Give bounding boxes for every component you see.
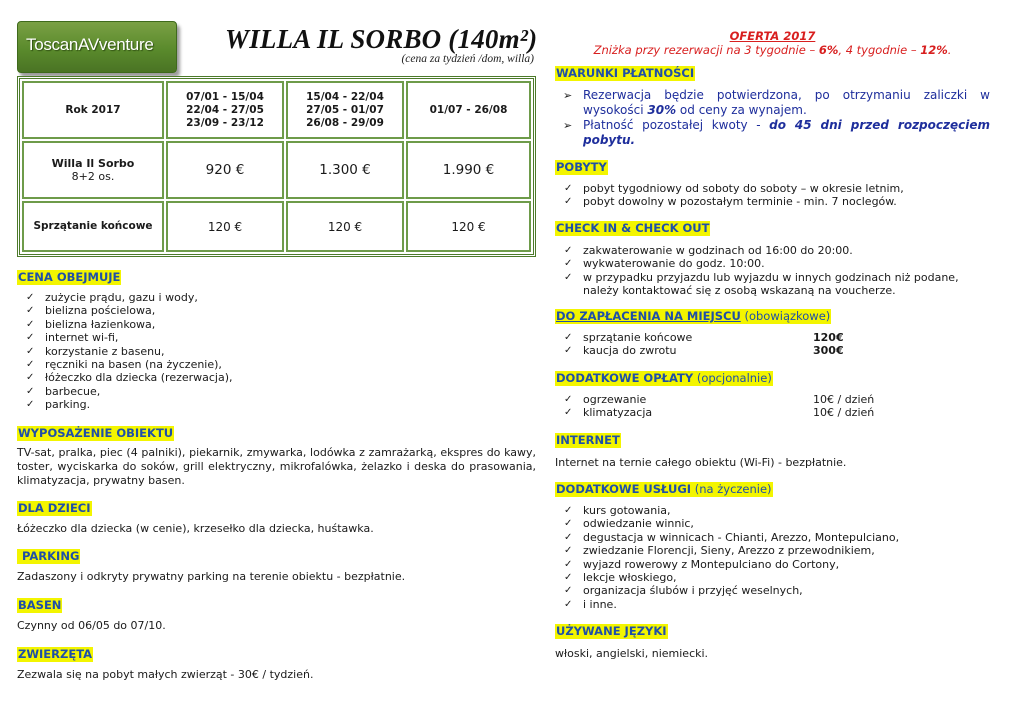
year-cell: Rok 2017	[22, 81, 164, 139]
section-wyposazenie	[17, 426, 536, 488]
list-item: ✓ odwiedzanie winnic,	[555, 517, 990, 530]
list-item: ✓ pobyt dowolny w pozostałym terminie - min. 7 noclegów.	[555, 195, 990, 208]
list-item: ✓ degustacja w winnicach - Chianti, Arezzo, Montepulciano,	[555, 531, 990, 544]
extra-services-list	[555, 504, 990, 611]
cleaning-label-cell: Sprzątanie końcowe	[22, 201, 164, 252]
section-title: INTERNET	[556, 433, 620, 447]
pets-text: Zezwala się na pobyt małych zwierząt - 30€ / tydzień.	[17, 668, 314, 681]
section-title: CHECK IN & CHECK OUT	[556, 221, 710, 235]
section-check	[555, 221, 990, 298]
list-item: ➢ Rezerwacja będzie potwierdzona, po otrzymaniu zaliczki w wysokości 30% od ceny za wynajem.	[555, 88, 990, 118]
period-cell-2: 15/04 - 22/04 27/05 - 01/07 26/08 - 29/09	[286, 81, 404, 139]
period-cell-3: 01/07 - 26/08	[406, 81, 531, 139]
list-item: ✓ bielizna pościelowa,	[17, 304, 537, 317]
list-item: ✓ parking.	[17, 398, 537, 411]
page-subtitle: (cena za tydzień /dom, willa)	[401, 53, 534, 65]
section-parking	[17, 549, 536, 584]
section-title: DODATKOWE USŁUGI (na życzenie)	[556, 482, 772, 496]
price-table	[17, 76, 536, 257]
price-cell: 120 €	[406, 201, 531, 252]
section-title: WARUNKI PŁATNOŚCI	[556, 66, 695, 80]
section-title: POBYTY	[556, 160, 607, 174]
section-title: WYPOSAŻENIE OBIEKTU	[18, 426, 174, 440]
list-item: ✓ bielizna łazienkowa,	[17, 318, 537, 331]
section-title: DODATKOWE OPŁATY (opcjonalnie)	[556, 371, 772, 385]
section-zaplata	[555, 309, 990, 358]
section-zwierzeta	[17, 647, 536, 682]
parking-text: Zadaszony i odkryty prywatny parking na terenie obiektu - bezpłatnie.	[17, 570, 406, 583]
equipment-text: TV-sat, pralka, piec (4 palniki), piekarnik, zmywarka, lodówka z zamrażarką, ekspres do kawy, toster, wyciskarka do soków, grill elektryczny, mikrofalówka, żelazko i deska do prasowania, klimatyzacja, prywatny basen.	[17, 446, 536, 487]
price-cell: 1.300 €	[286, 141, 404, 199]
list-item: ✓ zużycie prądu, gazu i wody,	[17, 291, 537, 304]
section-title: BASEN	[18, 598, 62, 612]
section-title: UŻYWANE JĘZYKI	[556, 624, 667, 638]
section-cena	[17, 270, 537, 412]
page-title: WILLA IL SORBO (140m²)	[225, 24, 538, 54]
section-basen	[17, 598, 536, 633]
list-item: ✓ ręczniki na basen (na życzenie),	[17, 358, 537, 371]
section-jezyki	[555, 624, 990, 661]
list-item: ✓ kaucja do zwrotu 300€	[555, 344, 990, 357]
list-item: ✓ wyjazd rowerowy z Montepulciano do Cortony,	[555, 558, 990, 571]
section-title: CENA OBEJMUJE	[18, 270, 121, 284]
list-item: ✓ w przypadku przyjazdu lub wyjazdu w innych godzinach niż podane, należy kontaktować się z osobą wskazaną na voucherze.	[555, 271, 990, 298]
list-item: ✓ pobyt tygodniowy od soboty do soboty – w okresie letnim,	[555, 182, 990, 195]
payment-terms-list	[555, 88, 990, 148]
list-item: ✓ wykwaterowanie do godz. 10:00.	[555, 257, 990, 270]
check-list	[555, 244, 990, 298]
section-uslugi	[555, 482, 990, 611]
price-cell: 120 €	[286, 201, 404, 252]
pay-on-site-list	[555, 331, 990, 358]
list-item: ✓ i inne.	[555, 598, 990, 611]
list-item: ✓ internet wi-fi,	[17, 331, 537, 344]
list-item: ✓ zakwaterowanie w godzinach od 16:00 do 20:00.	[555, 244, 990, 257]
extra-fees-list	[555, 393, 990, 420]
list-item: ✓ korzystanie z basenu,	[17, 345, 537, 358]
offer-title: OFERTA 2017	[729, 29, 816, 43]
logo-text: ToscanAVventure	[26, 35, 154, 54]
price-cell: 1.990 €	[406, 141, 531, 199]
villa-name-cell: Willa Il Sorbo 8+2 os.	[22, 141, 164, 199]
section-title: DLA DZIECI	[18, 501, 91, 515]
section-dzieci	[17, 501, 536, 536]
children-text: Łóżeczko dla dziecka (w cenie), krzesełko dla dziecka, huśtawka.	[17, 522, 374, 535]
list-item: ➢ Płatność pozostałej kwoty - do 45 dni przed rozpoczęciem pobytu.	[555, 118, 990, 148]
internet-text: Internet na ternie całego obiektu (Wi-Fi) - bezpłatnie.	[555, 456, 847, 469]
section-pobyty	[555, 160, 990, 209]
period-cell-1: 07/01 - 15/04 22/04 - 27/05 23/09 - 23/12	[166, 81, 284, 139]
list-item: ✓ ogrzewanie 10€ / dzień	[555, 393, 990, 406]
stays-list	[555, 182, 990, 209]
section-oplaty	[555, 371, 990, 420]
section-internet	[555, 433, 990, 470]
list-item: ✓ zwiedzanie Florencji, Sieny, Arezzo z przewodnikiem,	[555, 544, 990, 557]
offer-box	[555, 29, 990, 58]
list-item: ✓ kurs gotowania,	[555, 504, 990, 517]
section-title: ZWIERZĘTA	[18, 647, 93, 661]
list-item: ✓ organizacja ślubów i przyjęć weselnych,	[555, 584, 990, 597]
section-title: PARKING	[18, 549, 80, 563]
list-item: ✓ sprzątanie końcowe 120€	[555, 331, 990, 344]
offer-text: Zniżka przy rezerwacji na 3 tygodnie – 6%, 4 tygodnie – 12%.	[593, 43, 952, 57]
list-item: ✓ klimatyzacja 10€ / dzień	[555, 406, 990, 419]
list-item: ✓ barbecue,	[17, 385, 537, 398]
list-item: ✓ lekcje włoskiego,	[555, 571, 990, 584]
pool-text: Czynny od 06/05 do 07/10.	[17, 619, 166, 632]
included-list	[17, 291, 537, 412]
section-title: DO ZAPŁACENIA NA MIEJSCU (obowiązkowe)	[556, 309, 831, 323]
company-logo	[17, 21, 177, 73]
list-item: ✓ łóżeczko dla dziecka (rezerwacja),	[17, 371, 537, 384]
languages-text: włoski, angielski, niemiecki.	[555, 647, 709, 660]
price-cell: 120 €	[166, 201, 284, 252]
section-warunki	[555, 66, 990, 148]
price-cell: 920 €	[166, 141, 284, 199]
